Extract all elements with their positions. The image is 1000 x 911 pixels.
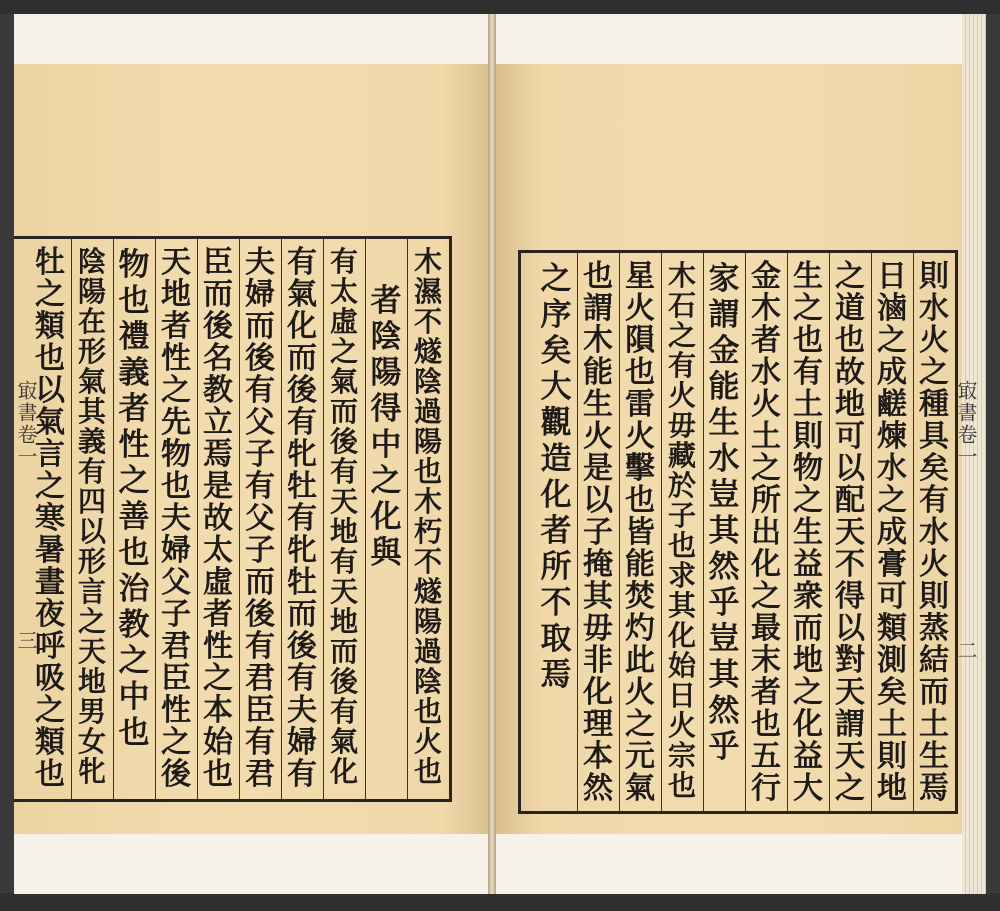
column-rule [155,239,156,799]
right-margin-label: 㝡書卷一 [954,380,978,468]
column-rule [913,253,914,811]
column-rule [577,253,578,811]
right-bottom-margin [494,832,974,894]
column-rule [407,239,408,799]
text-column: 之 道 也 故 地 可 以 配 天 不 得 以 對 天 謂 天 之 [835,259,865,806]
text-column: 木 石 之 有 火 毋 藏 於 子 也 求 其 化 始 日 火 宗 也 [667,259,696,802]
book-gutter [488,14,496,894]
column-rule [829,253,830,811]
text-column: 有 氣 化 而 後 有 牝 牡 有 牝 牡 而 後 有 夫 婦 有 [287,245,317,792]
text-column: 者 陰 陽 得 中 之 化 與 [370,283,402,571]
column-rule [619,253,620,811]
column-rule [745,253,746,811]
background-bottom [0,893,1000,911]
column-rule [323,239,324,799]
background-top [0,0,1000,14]
right-text-frame [518,250,958,814]
left-page-number: 三 [14,630,38,652]
text-column: 木 濕 不 燧 陰 過 陽 也 木 朽 不 燧 陽 過 陰 也 火 也 [413,245,442,788]
text-column: 夫 婦 而 後 有 父 子 有 父 子 而 後 有 君 臣 有 君 [245,245,275,792]
column-rule [113,239,114,799]
column-rule [787,253,788,811]
column-rule [661,253,662,811]
text-column: 天 地 者 性 之 先 物 也 夫 婦 父 子 君 臣 性 之 後 [161,245,191,792]
text-column: 之 序 矣 大 觀 造 化 者 所 不 取 焉 [540,261,572,693]
text-column: 日 滷 之 成 鹺 煉 水 之 成 膏 可 類 測 矣 土 則 地 [877,259,907,806]
left-top-margin [14,14,492,66]
right-page-number: 二 [954,640,978,662]
column-rule [281,239,282,799]
column-rule [197,239,198,799]
text-column: 陰 陽 在 形 氣 其 義 有 四 以 形 言 之 天 地 男 女 牝 [77,245,106,788]
text-column: 星 火 隕 也 雷 火 擊 也 皆 能 焚 灼 此 火 之 元 氣 [625,259,655,806]
text-column: 家 謂 金 能 生 水 豈 其 然 乎 豈 其 然 乎 [708,261,740,765]
column-rule [871,253,872,811]
text-column: 牡 之 類 也 以 氣 言 之 寒 暑 晝 夜 呼 吸 之 類 也 [35,245,65,792]
column-rule [71,239,72,799]
left-margin-label: 㝡書卷一 [14,380,38,468]
text-column: 臣 而 後 名 教 立 焉 是 故 太 虛 者 性 之 本 始 也 [203,245,233,792]
text-column: 物 也 禮 義 者 性 之 善 也 治 教 之 中 也 [118,247,150,751]
text-column: 有 太 虛 之 氣 而 後 有 天 地 有 天 地 而 後 有 氣 化 [329,245,358,788]
column-rule [365,239,366,799]
column-rule [239,239,240,799]
left-text-frame [14,236,452,802]
right-top-margin [494,14,974,66]
text-column: 生 之 也 有 土 則 物 之 生 益 衆 而 地 之 化 益 大 [793,259,823,806]
text-column: 也 謂 木 能 生 火 是 以 子 掩 其 毋 非 化 理 本 然 [583,259,613,806]
column-rule [703,253,704,811]
text-column: 金 木 者 水 火 土 之 所 出 化 之 最 末 者 也 五 行 [751,259,781,806]
text-column: 則 水 火 之 種 具 矣 有 水 火 則 蒸 結 而 土 生 焉 [919,259,949,806]
left-bottom-margin [14,832,492,894]
